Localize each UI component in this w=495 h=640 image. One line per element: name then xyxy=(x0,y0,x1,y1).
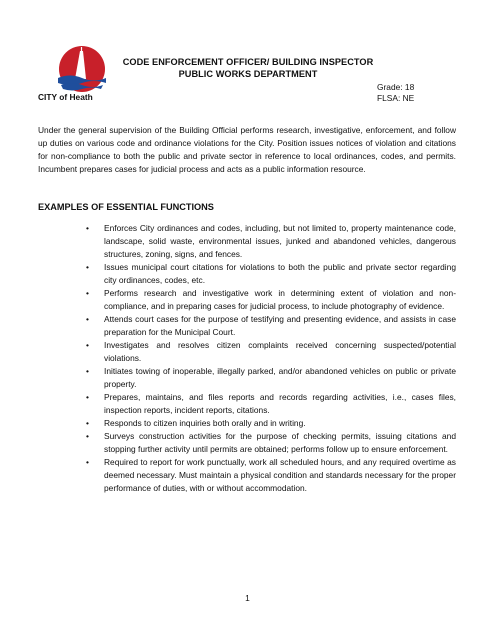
essential-function-text: Initiates towing of inoperable, illegally parked, and/or abandoned vehicles on public or private property. xyxy=(104,366,456,389)
essential-function-text: Attends court cases for the purpose of testifying and presenting evidence, and assists in case preparation for the Municipal Court. xyxy=(104,314,456,337)
bullet-icon: • xyxy=(86,314,89,324)
grade-block xyxy=(377,82,414,104)
department-line: PUBLIC WORKS DEPARTMENT xyxy=(178,69,318,79)
essential-function-text: Investigates and resolves citizen complaints received concerning suspected/potential violations. xyxy=(104,340,456,363)
bullet-icon: • xyxy=(86,262,89,272)
bullet-icon: • xyxy=(86,457,89,467)
essential-function-text: Enforces City ordinances and codes, including, but not limited to, property maintenance code, landscape, solid waste, environmental issues, junked and abandoned vehicles, dangerous structures, zoning, signs, and fences. xyxy=(104,223,456,259)
essential-function-item xyxy=(83,339,456,365)
bullet-icon: • xyxy=(86,288,89,298)
position-summary: Under the general supervision of the Building Official performs research, investigative, enforcement, and follow up duties on various code and ordinance violations for the City. Position issues notices of violation and citations for non-compliance to both the public and private sector in reference to local ordinances, codes, and permits. Incumbent prepares cases for judicial process and acts as a public information resource. xyxy=(38,125,456,174)
essential-functions-list xyxy=(83,222,456,495)
city-of-heath-logo-icon xyxy=(56,43,108,95)
essential-function-item xyxy=(83,417,456,430)
bullet-icon: • xyxy=(86,223,89,233)
job-title-line: CODE ENFORCEMENT OFFICER/ BUILDING INSPECTOR xyxy=(122,57,374,67)
essential-function-item xyxy=(83,430,456,456)
essential-function-text: Issues municipal court citations for violations to both the public and private sector regarding city ordinances, codes, etc. xyxy=(104,262,456,285)
flsa-label: FLSA: NE xyxy=(377,93,415,103)
bullet-icon: • xyxy=(86,392,89,402)
essential-function-item xyxy=(83,287,456,313)
essential-function-item xyxy=(83,391,456,417)
essential-function-text: Surveys construction activities for the purpose of checking permits, issuing citations and stopping further activity until permits are obtained; performs follow up to ensure enforcement. xyxy=(104,431,456,454)
bullet-icon: • xyxy=(86,431,89,441)
essential-function-item xyxy=(83,222,456,261)
essential-function-item xyxy=(83,456,456,495)
city-name: CITY of Heath xyxy=(38,92,93,102)
bullet-icon: • xyxy=(86,366,89,376)
essential-function-item xyxy=(83,261,456,287)
essential-function-text: Performs research and investigative work in determining extent of violation and non-compliance, and in preparing cases for judicial process, to include photography of evidence. xyxy=(104,288,456,311)
bullet-icon: • xyxy=(86,418,89,428)
job-title xyxy=(116,56,380,80)
grade-label: Grade: 18 xyxy=(377,82,415,92)
bullet-icon: • xyxy=(86,340,89,350)
essential-function-item xyxy=(83,365,456,391)
essential-function-text: Prepares, maintains, and files reports and records regarding activities, i.e., cases files, inspection reports, incident reports, citations. xyxy=(104,392,456,415)
essential-function-text: Responds to citizen inquiries both orally and in writing. xyxy=(104,418,306,428)
page-number: 1 xyxy=(245,593,250,603)
essential-functions-heading: EXAMPLES OF ESSENTIAL FUNCTIONS xyxy=(38,202,214,212)
essential-function-text: Required to report for work punctually, work all scheduled hours, and any required overtime as deemed necessary. Must maintain a physical condition and standards necessary for the proper performance of duties, with or without accommodation. xyxy=(104,457,456,493)
essential-function-item xyxy=(83,313,456,339)
